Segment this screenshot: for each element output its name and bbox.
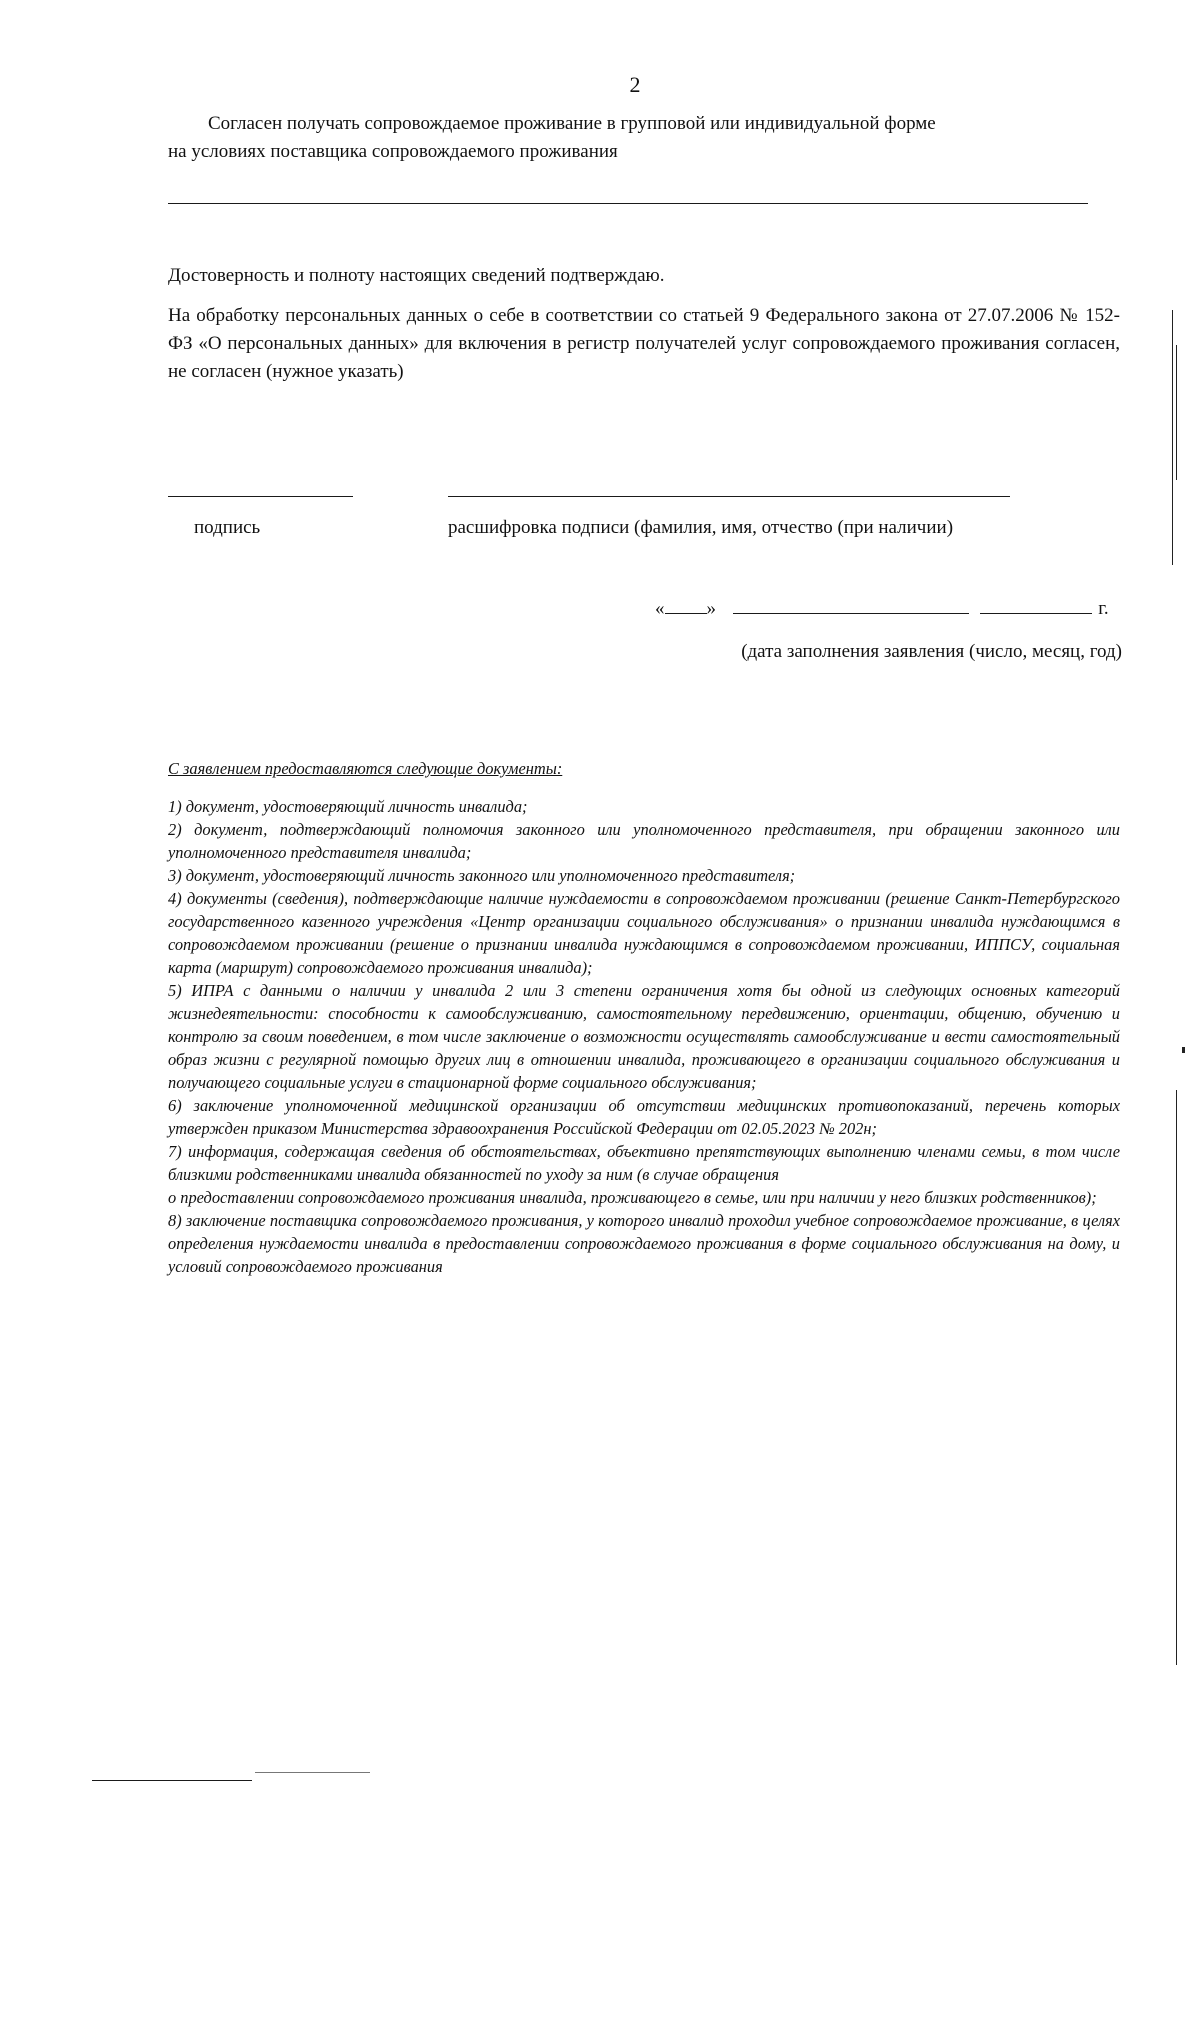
- documents-list-item: 6) заключение уполномоченной медицинской организации об отсутствии медицинских противопоказаний, перечень которых утвержден приказом Министерства здравоохранения Российской Федерации от 02.05.2023 № 202н;: [168, 1096, 1120, 1138]
- signature-fill-line[interactable]: [168, 496, 353, 497]
- documents-list-item: 2) документ, подтверждающий полномочия законного или уполномоченного представителя, при обращении законного или уполномоченного представителя инвалида;: [168, 820, 1120, 862]
- personal-data-consent-paragraph: На обработку персональных данных о себе в соответствии со статьей 9 Федерального закона от 27.07.2006 № 152-ФЗ «О персональных данных» для включения в регистр получателей услуг сопровождаемого проживания согласен, не согласен (нужное указать): [168, 305, 1120, 382]
- documents-list: [168, 757, 1120, 1278]
- footnote-separator-faint: [255, 1772, 370, 1773]
- documents-list-item: 4) документы (сведения), подтверждающие наличие нуждаемости в сопровождаемом проживании (решение Санкт-Петербургского государственного казенного учреждения «Центр организации социального обслуживания» о признании инвалида нуждающимся в сопровождаемом проживании (решение о признании инвалида нуждающимся в сопровождаемом проживании, ИППСУ, социальная карта (маршрут) сопровождаемого проживания инвалида);: [168, 889, 1120, 977]
- confirmation-statement: Достоверность и полноту настоящих сведений подтверждаю.: [168, 265, 665, 286]
- documents-list-item: 7) информация, содержащая сведения об обстоятельствах, объективно препятствующих выполнению членами семьи, в том числе близкими родственниками инвалида обязанностей по уходу за ним (в случае обращения: [168, 1142, 1120, 1184]
- scan-edge-mark: [1172, 310, 1173, 565]
- date-caption: (дата заполнения заявления (число, месяц, год): [741, 641, 1122, 662]
- footnote-separator: [92, 1780, 252, 1781]
- fill-date-row: [655, 595, 1120, 623]
- documents-list-item: 8) заключение поставщика сопровождаемого проживания, у которого инвалид проходил учебное сопровождаемое проживание, в целях определения нуждаемости инвалида в предоставлении сопровождаемого проживания в форме социального обслуживания на дому, и условий сопровождаемого проживания: [168, 1211, 1120, 1276]
- documents-list-item: 5) ИПРА с данными о наличии у инвалида 2 или 3 степени ограничения хотя бы одной из следующих основных категорий жизнедеятельности: способности к самообслуживанию, самостоятельному передвижению, ориентации, общению, обучению и контролю за своим поведением, в том числе заключение о возможности осуществлять самообслуживание и вести самостоятельный образ жизни с регулярной помощью других лиц в отношении инвалида, проживающего в организации социального обслуживания и получающего социальные услуги в стационарной форме социального обслуживания;: [168, 981, 1120, 1092]
- scan-edge-dot: [1182, 1047, 1185, 1053]
- page-number: 2: [629, 72, 641, 97]
- documents-list-item: 3) документ, удостоверяющий личность законного или уполномоченного представителя;: [168, 866, 796, 885]
- year-suffix: г.: [1098, 598, 1109, 619]
- documents-heading: С заявлением предоставляются следующие документы:: [168, 759, 563, 778]
- year-fill-line[interactable]: [980, 595, 1092, 614]
- scan-edge-mark: [1176, 345, 1177, 480]
- documents-list-item: о предоставлении сопровождаемого проживания инвалида, проживающего в семье, или при наличии у него близких родственников);: [168, 1188, 1097, 1207]
- date-close-quote: »: [706, 598, 716, 619]
- month-fill-line[interactable]: [733, 595, 969, 614]
- consent-fill-line[interactable]: [168, 203, 1088, 204]
- consent-line-1: Согласен получать сопровождаемое проживание в групповой или индивидуальной форме: [208, 113, 936, 134]
- signature-label: подпись: [194, 517, 261, 538]
- signature-decode-label: расшифровка подписи (фамилия, имя, отчество (при наличии): [448, 517, 954, 538]
- consent-paragraph: [168, 110, 1068, 166]
- day-fill-line[interactable]: [665, 595, 707, 614]
- documents-list-item: 1) документ, удостоверяющий личность инвалида;: [168, 797, 528, 816]
- scan-edge-mark: [1176, 1090, 1177, 1665]
- consent-line-2: на условиях поставщика сопровождаемого проживания: [168, 141, 618, 162]
- date-open-quote: «: [655, 598, 665, 619]
- signature-decode-fill-line[interactable]: [448, 496, 1010, 497]
